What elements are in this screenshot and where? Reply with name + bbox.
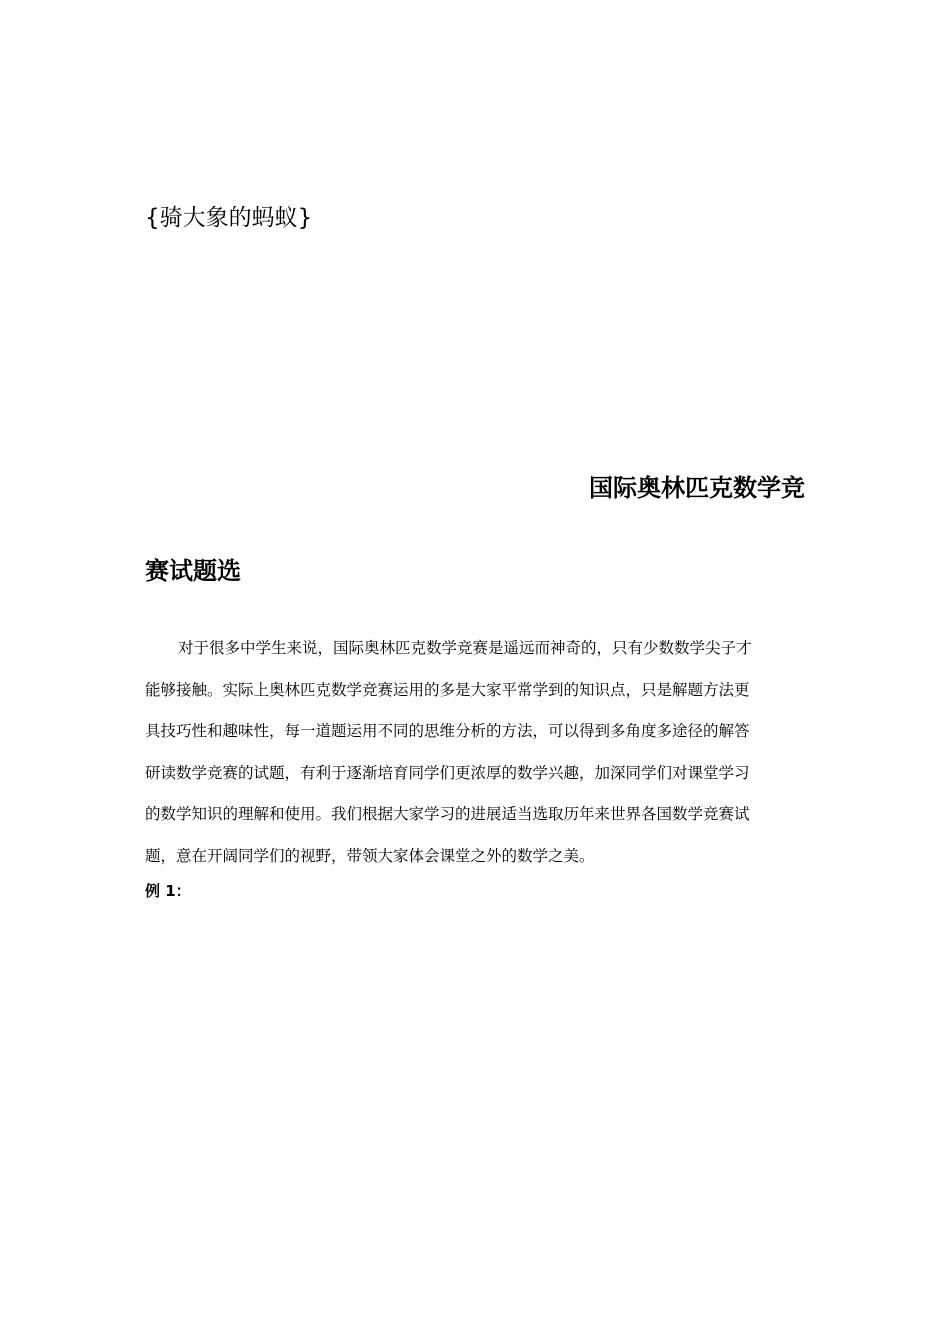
intro-paragraph xyxy=(145,632,809,881)
paragraph-line: 具技巧性和趣味性，每一道题运用不同的思维分析的方法，可以得到多角度多途径的解答 xyxy=(145,722,750,740)
example-label: 例 1： xyxy=(145,882,191,900)
paragraph-line: 能够接触。实际上奥林匹克数学竞赛运用的多是大家平常学到的知识点，只是解题方法更 xyxy=(145,680,750,699)
paragraph-line: 的数学知识的理解和使用。我们根据大家学习的进展适当选取历年来世界各国数学竞赛试 xyxy=(145,805,750,823)
main-title-line-1: 国际奥林匹克数学竞 xyxy=(589,474,805,502)
main-title-line-2: 赛试题选 xyxy=(145,557,241,585)
header-title: {骑大象的蚂蚁} xyxy=(145,205,313,231)
paragraph-line: 对于很多中学生来说，国际奥林匹克数学竞赛是遥远而神奇的，只有少数数学尖子才 xyxy=(178,639,752,657)
paragraph-line: 题，意在开阔同学们的视野，带领大家体会课堂之外的数学之美。 xyxy=(145,846,595,865)
paragraph-line: 研读数学竞赛的试题，有利于逐渐培育同学们更浓厚的数学兴趣，加深同学们对课堂学习 xyxy=(145,763,750,782)
